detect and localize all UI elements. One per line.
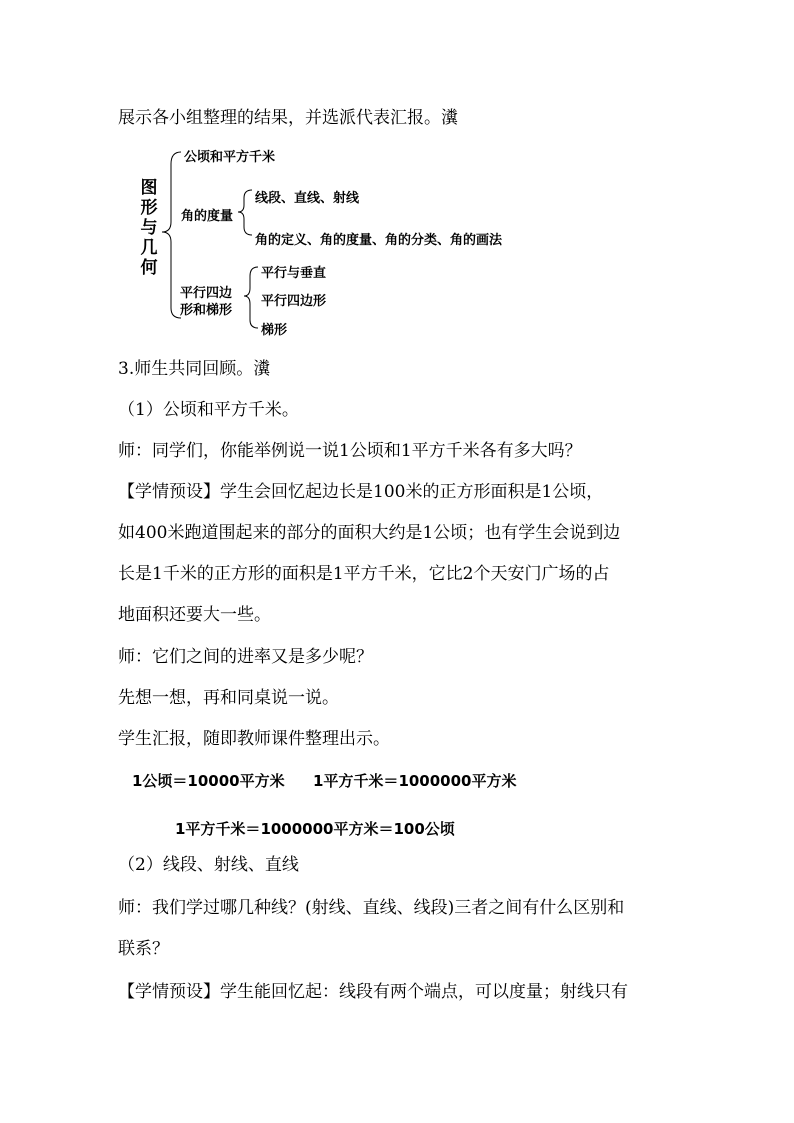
preset-paragraph-line: 地面积还要大一些。 (118, 605, 271, 625)
tree-root-char: 形 (140, 198, 158, 218)
instruction-text: 先想一想，再和同桌说一说。 (118, 688, 339, 708)
preset-paragraph-line: 【学情预设】学生会回忆起边长是100米的正方形面积是1公顷， (118, 482, 604, 502)
tree-node-angle: 角的度量 (181, 209, 234, 224)
tree-leaf-parallel: 平行与垂直 (261, 266, 327, 281)
quad-brace (244, 267, 258, 328)
tree-leaf-parallelogram: 平行四边形 (261, 294, 327, 309)
subsection-heading: （1）公顷和平方千米。 (118, 400, 299, 420)
tree-root-char: 几 (140, 238, 158, 258)
tree-leaf-trapezoid: 梯形 (261, 323, 288, 338)
tree-root-char: 何 (140, 258, 158, 278)
teacher-question: 师：同学们，你能举例说一说1公顷和1平方千米各有多大吗？ (118, 441, 582, 461)
formula-hectare: 1公顷＝10000平方米 (132, 772, 285, 790)
subsection-heading: （2）线段、射线、直线 (118, 855, 299, 875)
tree-node-hectare: 公顷和平方千米 (184, 150, 276, 165)
teacher-question: 师：它们之间的进率又是多少呢？ (118, 647, 373, 667)
tree-node-quad-line1: 平行四边 (180, 286, 233, 301)
formula-combined: 1平方千米＝1000000平方米＝100公顷 (175, 820, 455, 838)
tree-root-char: 图 (140, 178, 158, 198)
angle-brace (238, 190, 252, 235)
tree-root-char: 与 (140, 218, 158, 238)
intro-paragraph: 展示各小组整理的结果，并选派代表汇报。瀵 (118, 108, 458, 128)
step-heading: 3.师生共同回顾。瀵 (118, 359, 271, 379)
preset-paragraph-line: 如400米跑道围起来的部分的面积大约是1公顷；也有学生会说到边 (118, 523, 621, 543)
teacher-question: 师：我们学过哪几种线？(射线、直线、线段)三者之间有什么区别和 (118, 898, 625, 918)
tree-leaf-lines: 线段、直线、射线 (255, 191, 360, 206)
tree-leaf-angle-topics: 角的定义、角的度量、角的分类、角的画法 (255, 233, 503, 248)
tree-node-quad-line2: 形和梯形 (180, 303, 233, 318)
preset-paragraph-line: 长是1千米的正方形的面积是1平方千米，它比2个天安门广场的占 (118, 564, 610, 584)
teacher-question: 联系？ (118, 939, 169, 959)
main-brace (162, 152, 181, 318)
preset-paragraph-line: 【学情预设】学生能回忆起：线段有两个端点，可以度量；射线只有 (118, 982, 628, 1002)
formula-sq-km: 1平方千米＝1000000平方米 (313, 772, 517, 790)
tree-braces (0, 0, 794, 360)
instruction-text: 学生汇报，随即教师课件整理出示。 (118, 729, 390, 749)
